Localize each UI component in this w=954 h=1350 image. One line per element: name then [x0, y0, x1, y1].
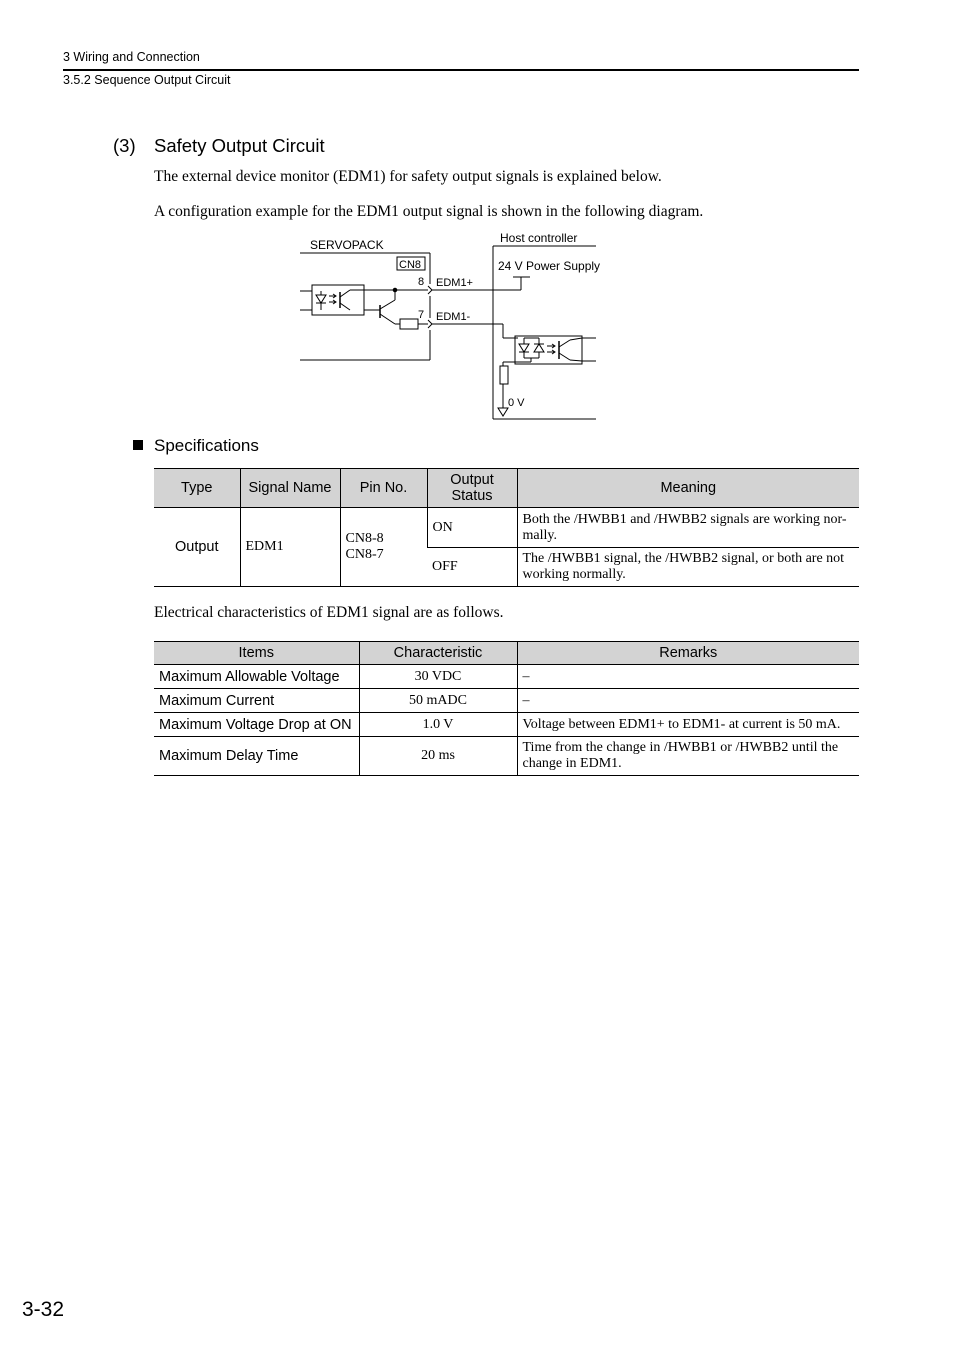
remark-cell: Time from the change in /HWBB1 or /HWBB2 until the change in EDM1. [517, 737, 859, 776]
table-row [154, 737, 859, 776]
example-paragraph: A configuration example for the EDM1 output signal is shown in the following diagram. [154, 203, 704, 220]
intro-paragraph: The external device monitor (EDM1) for safety output signals is explained below. [154, 168, 662, 185]
page-number: 3-32 [22, 1298, 65, 1321]
specifications-table [154, 468, 859, 587]
value-cell: 1.0 V [359, 713, 517, 737]
electrical-characteristics-table [154, 641, 859, 776]
column-header: Output Status [427, 469, 517, 508]
header-rule [63, 69, 859, 71]
remark-cell: – [517, 689, 859, 713]
remark-cell: Voltage between EDM1+ to EDM1- at current is 50 mA. [517, 713, 859, 737]
signal-name-cell: EDM1 [240, 508, 340, 587]
meaning-cell: Both the /HWBB1 and /HWBB2 signals are working nor-mally. [517, 508, 859, 548]
cn8-label: CN8 [399, 259, 422, 271]
square-bullet-icon [133, 440, 143, 450]
running-header-chapter: 3 Wiring and Connection [63, 50, 200, 64]
item-cell: Maximum Voltage Drop at ON [154, 713, 359, 737]
value-cell: 20 ms [359, 737, 517, 776]
pin-cell [340, 508, 427, 587]
edm1-plus-label: EDM1+ [436, 277, 473, 289]
status-cell: ON [427, 508, 517, 548]
column-header: Type [154, 469, 240, 508]
electrical-paragraph: Electrical characteristics of EDM1 signal are as follows. [154, 604, 504, 621]
table-header-row [154, 469, 859, 508]
table-row [154, 713, 859, 737]
status-cell: OFF [427, 548, 517, 587]
column-header: Pin No. [340, 469, 427, 508]
item-cell: Maximum Delay Time [154, 737, 359, 776]
led-1 [316, 295, 326, 303]
section-title-text: Safety Output Circuit [154, 135, 325, 156]
column-header: Remarks [517, 642, 859, 665]
column-header: Items [154, 642, 359, 665]
table-row [154, 508, 859, 548]
pin-7-label: 7 [418, 309, 425, 321]
section-number: (3) [113, 135, 136, 156]
led-3 [534, 344, 544, 352]
table-row [154, 665, 859, 689]
servopack-label: SERVOPACK [310, 238, 384, 252]
resistor-1 [400, 319, 418, 329]
column-header: Meaning [517, 469, 859, 508]
resistor-2 [500, 366, 508, 384]
zero-volt-label: 0 V [508, 397, 525, 409]
item-cell: Maximum Allowable Voltage [154, 665, 359, 689]
terminal-7 [428, 320, 432, 328]
item-cell: Maximum Current [154, 689, 359, 713]
value-cell: 50 mADC [359, 689, 517, 713]
section-title [113, 135, 325, 157]
remark-cell: – [517, 665, 859, 689]
specifications-heading-text: Specifications [154, 436, 259, 455]
table-header-row [154, 642, 859, 665]
meaning-cell: The /HWBB1 signal, the /HWBB2 signal, or both are not working normally. [517, 548, 859, 587]
running-header-section: 3.5.2 Sequence Output Circuit [63, 73, 231, 87]
specifications-heading [133, 436, 259, 456]
terminal-8 [428, 286, 432, 294]
value-cell: 30 VDC [359, 665, 517, 689]
column-header: Characteristic [359, 642, 517, 665]
column-header: Signal Name [240, 469, 340, 508]
edm1-minus-label: EDM1- [436, 311, 471, 323]
host-controller-label: Host controller [500, 231, 578, 245]
table-row [154, 689, 859, 713]
edm1-circuit-diagram [296, 226, 616, 422]
ground-symbol [498, 408, 508, 416]
pin-value: CN8-8 [345, 531, 384, 546]
led-2 [519, 344, 529, 352]
type-cell: Output [154, 508, 240, 587]
power-supply-label: 24 V Power Supply [498, 259, 601, 273]
pin-8-label: 8 [418, 276, 425, 288]
pin-value: CN8-7 [345, 547, 384, 562]
